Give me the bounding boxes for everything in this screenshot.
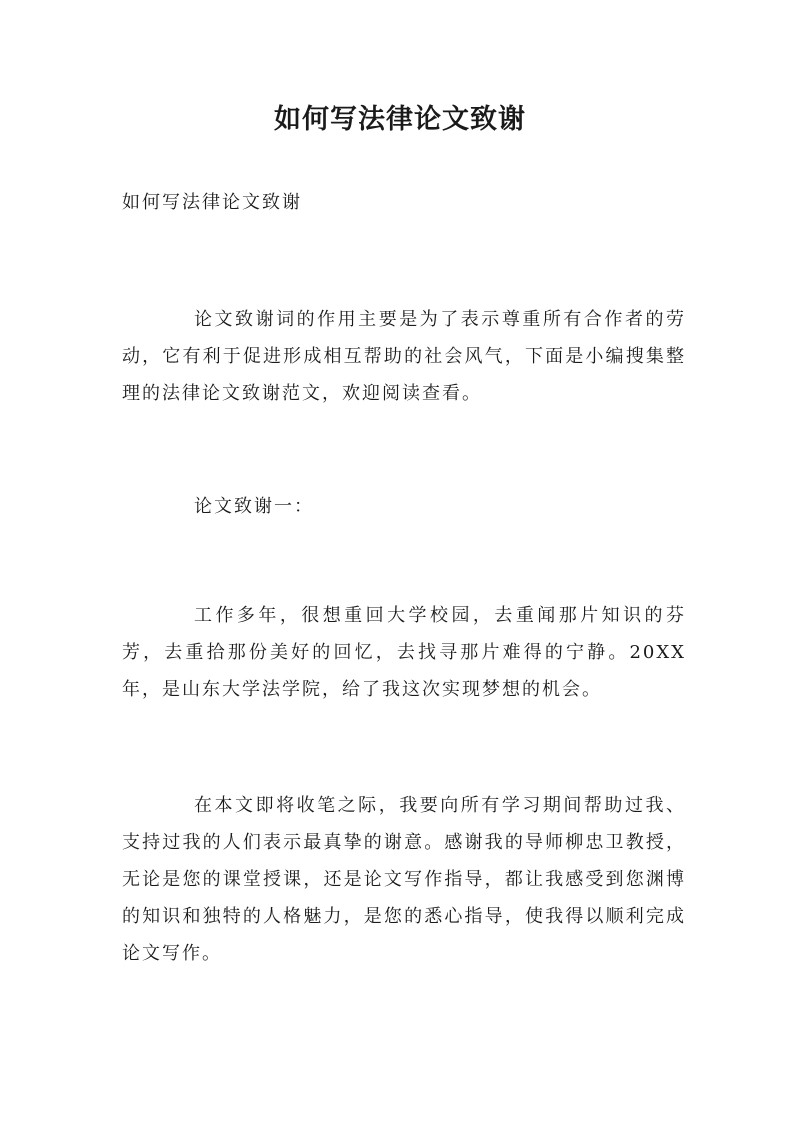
document-subtitle: 如何写法律论文致谢 — [122, 192, 302, 213]
document-title: 如何写法律论文致谢 — [274, 104, 526, 135]
body-paragraph-thanks: 在本文即将收笔之际，我要向所有学习期间帮助过我、支持过我的人们表示最真挚的谢意。感谢我的导师柳忠卫教授，无论是您的课堂授课，还是论文写作指导，都让我感受到您渊博的知识和独特的人格魅力，是您的悉心指导，使我得以顺利完成论文写作。 — [122, 795, 686, 964]
section-heading: 论文致谢一： — [194, 496, 314, 517]
body-paragraph-work: 工作多年，很想重回大学校园，去重闻那片知识的芬芳，去重拾那份美好的回忆，去找寻那片难得的宁静。20XX年，是山东大学法学院，给了我这次实现梦想的机会。 — [122, 605, 686, 700]
intro-paragraph: 论文致谢词的作用主要是为了表示尊重所有合作者的劳动，它有利于促进形成相互帮助的社会风气，下面是小编搜集整理的法律论文致谢范文，欢迎阅读查看。 — [122, 309, 686, 404]
